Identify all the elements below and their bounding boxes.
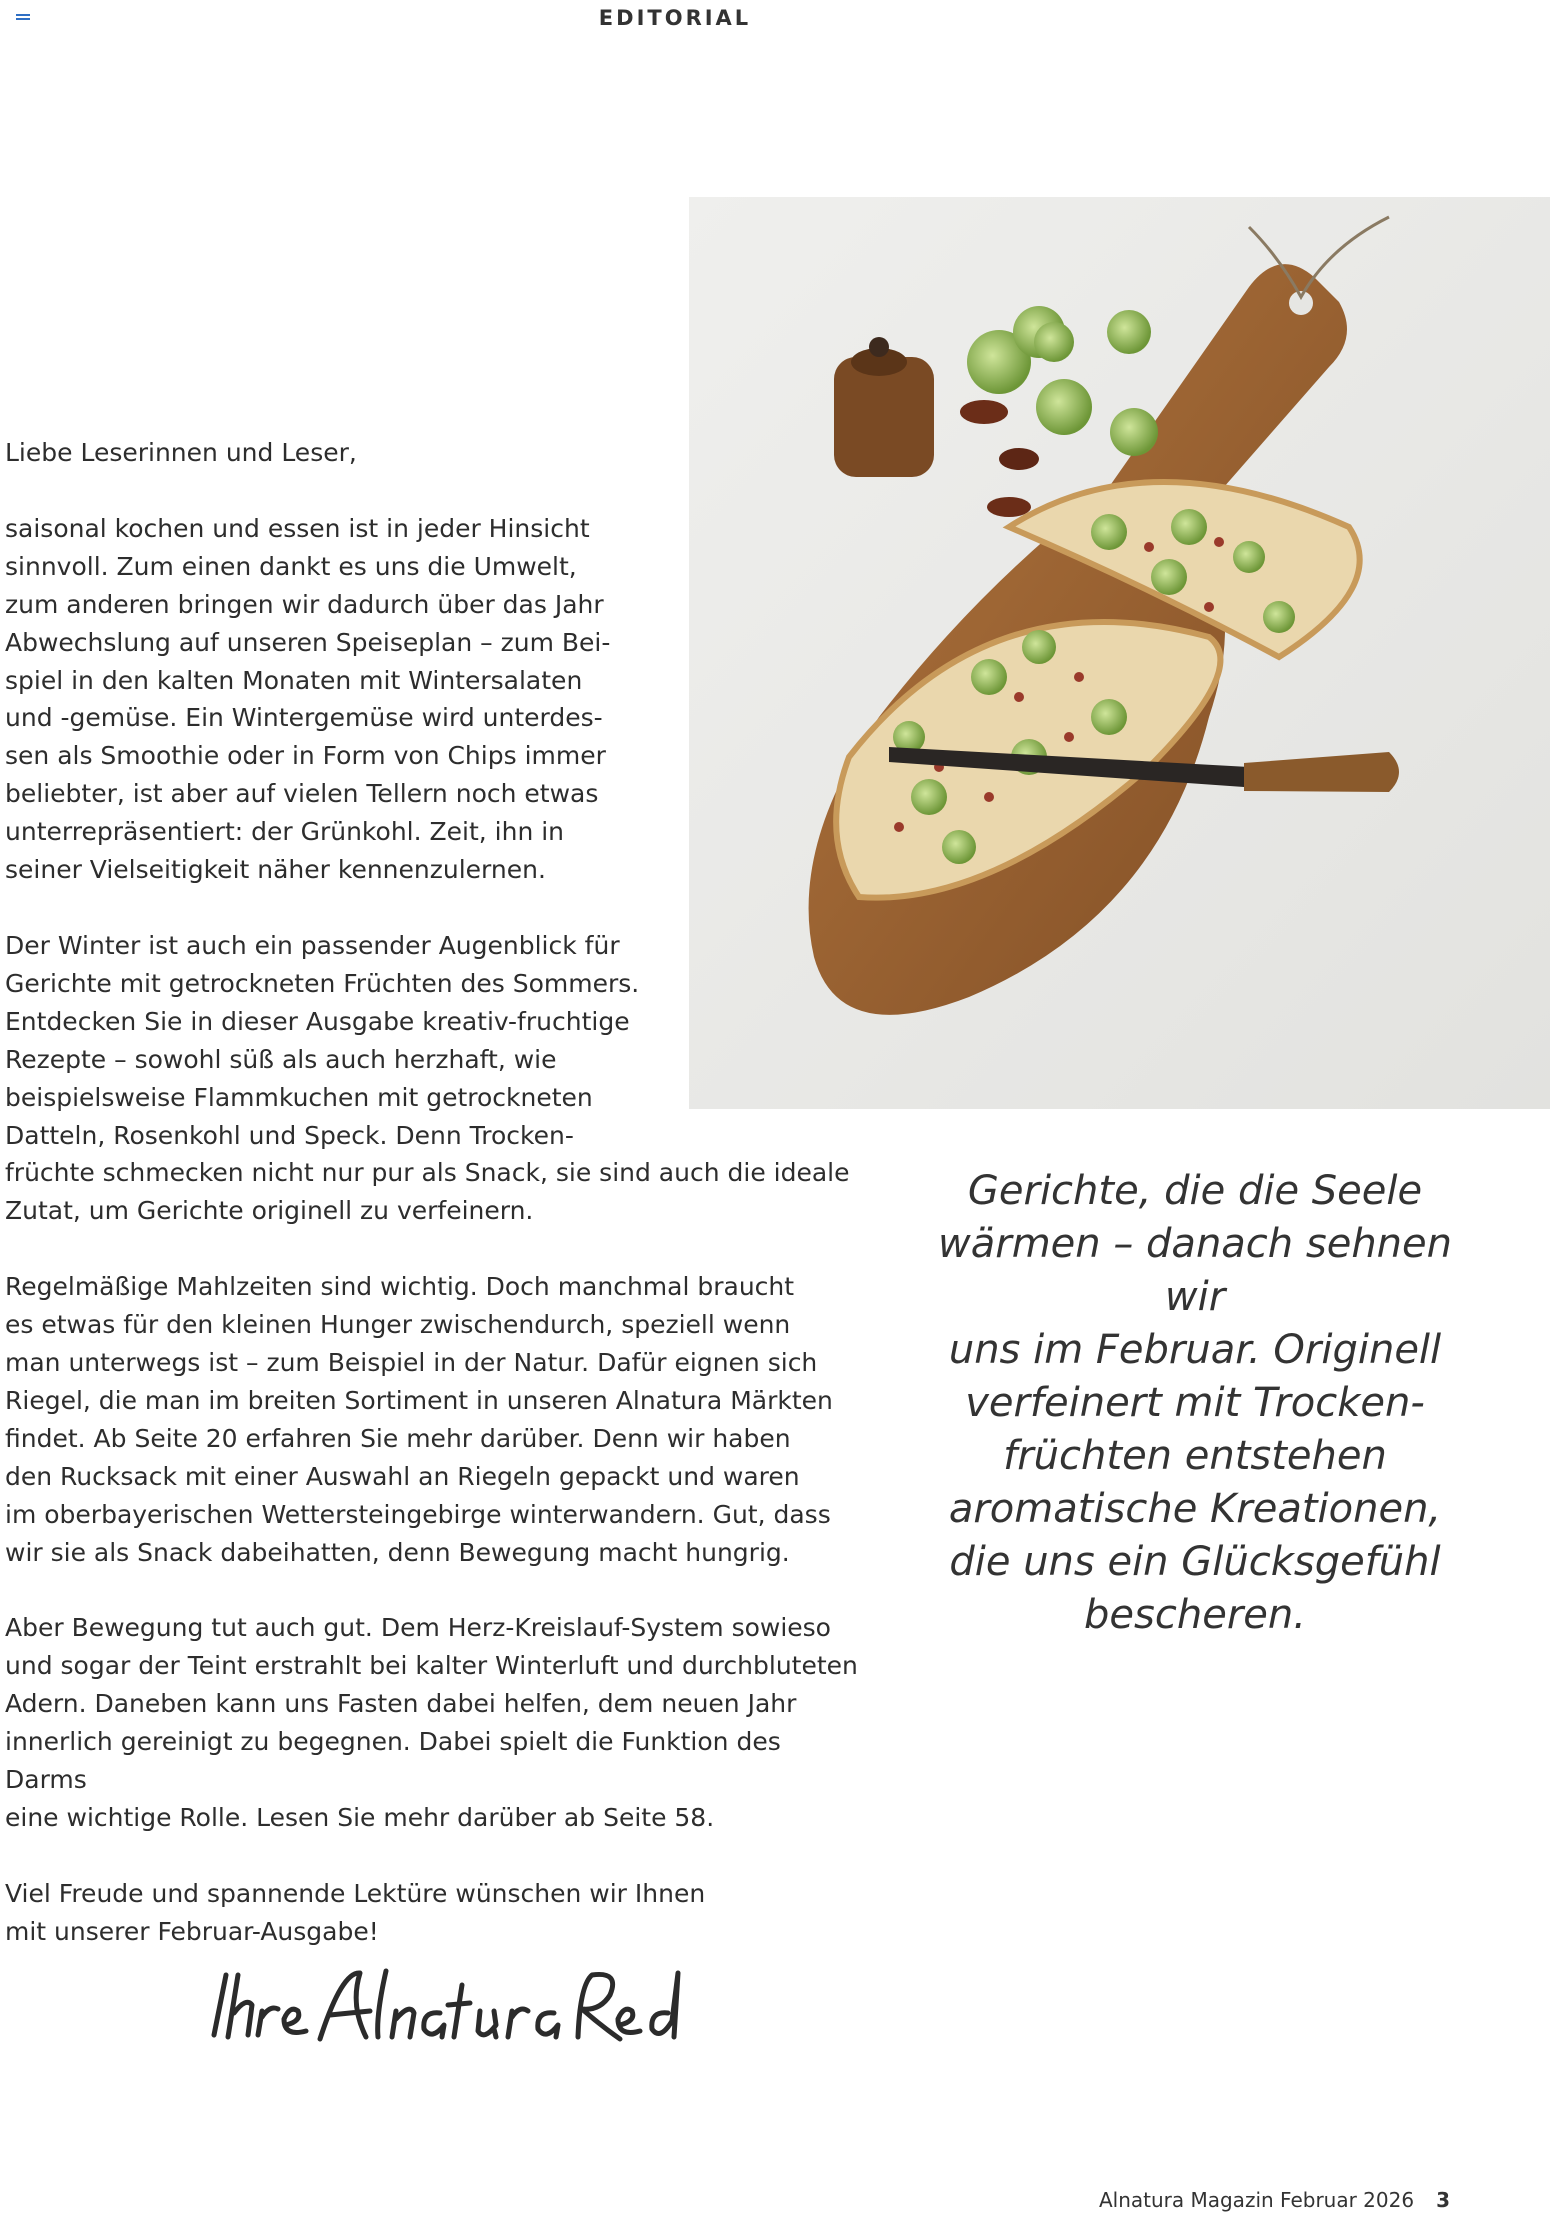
quote-line: die uns ein Glücksgefühl — [949, 1539, 1441, 1585]
text-line: findet. Ab Seite 20 erfahren Sie mehr darüber. Denn wir haben — [5, 1423, 791, 1453]
text-line: Zutat, um Gerichte originell zu verfeinern. — [5, 1196, 534, 1226]
text-line: spiel in den kalten Monaten mit Wintersalaten — [5, 665, 583, 695]
text-line: unterrepräsentiert: der Grünkohl. Zeit, ihn in — [5, 817, 565, 847]
text-line: zum anderen bringen wir dadurch über das Jahr — [5, 589, 604, 619]
quote-line: verfeinert mit Trocken- — [965, 1380, 1425, 1426]
quote-line: bescheren. — [1084, 1592, 1306, 1638]
text-line: wir sie als Snack dabeihatten, denn Bewegung macht hungrig. — [5, 1537, 790, 1567]
paragraph-4 — [5, 1609, 865, 1836]
text-line: und sogar der Teint erstrahlt bei kalter Winterluft und durchbluteten — [5, 1651, 858, 1681]
text-line: Adern. Daneben kann uns Fasten dabei helfen, dem neuen Jahr — [5, 1689, 797, 1719]
text-line: saisonal kochen und essen ist in jeder Hinsicht — [5, 513, 590, 543]
text-line: beliebter, ist aber auf vielen Tellern noch etwas — [5, 779, 599, 809]
text-line: mit unserer Februar-Ausgabe! — [5, 1916, 379, 1946]
page-footer — [1099, 2188, 1450, 2212]
text-line: sinnvoll. Zum einen dankt es uns die Umwelt, — [5, 551, 577, 581]
text-line: Regelmäßige Mahlzeiten sind wichtig. Doch manchmal braucht — [5, 1272, 795, 1302]
text-line: früchte schmecken nicht nur pur als Snack, sie sind auch die ideale — [5, 1158, 850, 1188]
text-line: Rezepte – sowohl süß als auch herzhaft, wie — [5, 1044, 557, 1074]
editorial-letter — [5, 434, 865, 1989]
page-number: 3 — [1436, 2188, 1450, 2212]
paragraph-2 — [5, 927, 865, 1230]
quote-line: aromatische Kreationen, — [948, 1486, 1442, 1532]
text-line: Riegel, die man im breiten Sortiment in unseren Alnatura Märkten — [5, 1385, 833, 1415]
text-line: Viel Freude und spannende Lektüre wünschen wir Ihnen — [5, 1878, 706, 1908]
text-line: den Rucksack mit einer Auswahl an Riegeln gepackt und waren — [5, 1461, 800, 1491]
text-line: man unterwegs ist – zum Beispiel in der Natur. Dafür eignen sich — [5, 1348, 818, 1378]
text-line: Der Winter ist auch ein passender Augenblick für — [5, 930, 620, 960]
text-line: Aber Bewegung tut auch gut. Dem Herz-Kreislauf-System sowieso — [5, 1613, 831, 1643]
paragraph-1 — [5, 510, 645, 889]
quote-line: früchten entstehen — [1003, 1433, 1387, 1479]
paragraph-5 — [5, 1875, 865, 1951]
text-line: im oberbayerischen Wettersteingebirge winterwandern. Gut, dass — [5, 1499, 831, 1529]
handwritten-signature — [200, 1955, 690, 2055]
text-line: innerlich gereinigt zu begegnen. Dabei spielt die Funktion des Darms — [5, 1727, 781, 1795]
quote-line: uns im Februar. Originell — [948, 1327, 1442, 1373]
pull-quote — [905, 1165, 1485, 1642]
text-line: beispielsweise Flammkuchen mit getrockneten — [5, 1082, 593, 1112]
text-line: und -gemüse. Ein Wintergemüse wird unterdes- — [5, 703, 603, 733]
quote-line: Gerichte, die die Seele — [967, 1168, 1423, 1214]
greeting: Liebe Leserinnen und Leser, — [5, 438, 357, 467]
text-line: es etwas für den kleinen Hunger zwischendurch, speziell wenn — [5, 1310, 791, 1340]
text-line: Gerichte mit getrockneten Früchten des Sommers. — [5, 968, 640, 998]
paragraph-3 — [5, 1268, 865, 1571]
text-line: eine wichtige Rolle. Lesen Sie mehr darüber ab Seite 58. — [5, 1803, 715, 1832]
magazine-issue: Alnatura Magazin Februar 2026 — [1098, 2188, 1415, 2212]
section-label: EDITORIAL — [598, 6, 752, 30]
text-line: Abwechslung auf unseren Speiseplan – zum Bei- — [5, 627, 611, 657]
text-line: sen als Smoothie oder in Form von Chips immer — [5, 741, 606, 771]
quote-line: wärmen – danach sehnen wir — [938, 1221, 1452, 1320]
text-line: seiner Vielseitigkeit näher kennenzulernen. — [5, 855, 546, 885]
text-line: Entdecken Sie in dieser Ausgabe kreativ-fruchtige — [5, 1006, 630, 1036]
text-line: Datteln, Rosenkohl und Speck. Denn Trocken- — [5, 1120, 574, 1150]
